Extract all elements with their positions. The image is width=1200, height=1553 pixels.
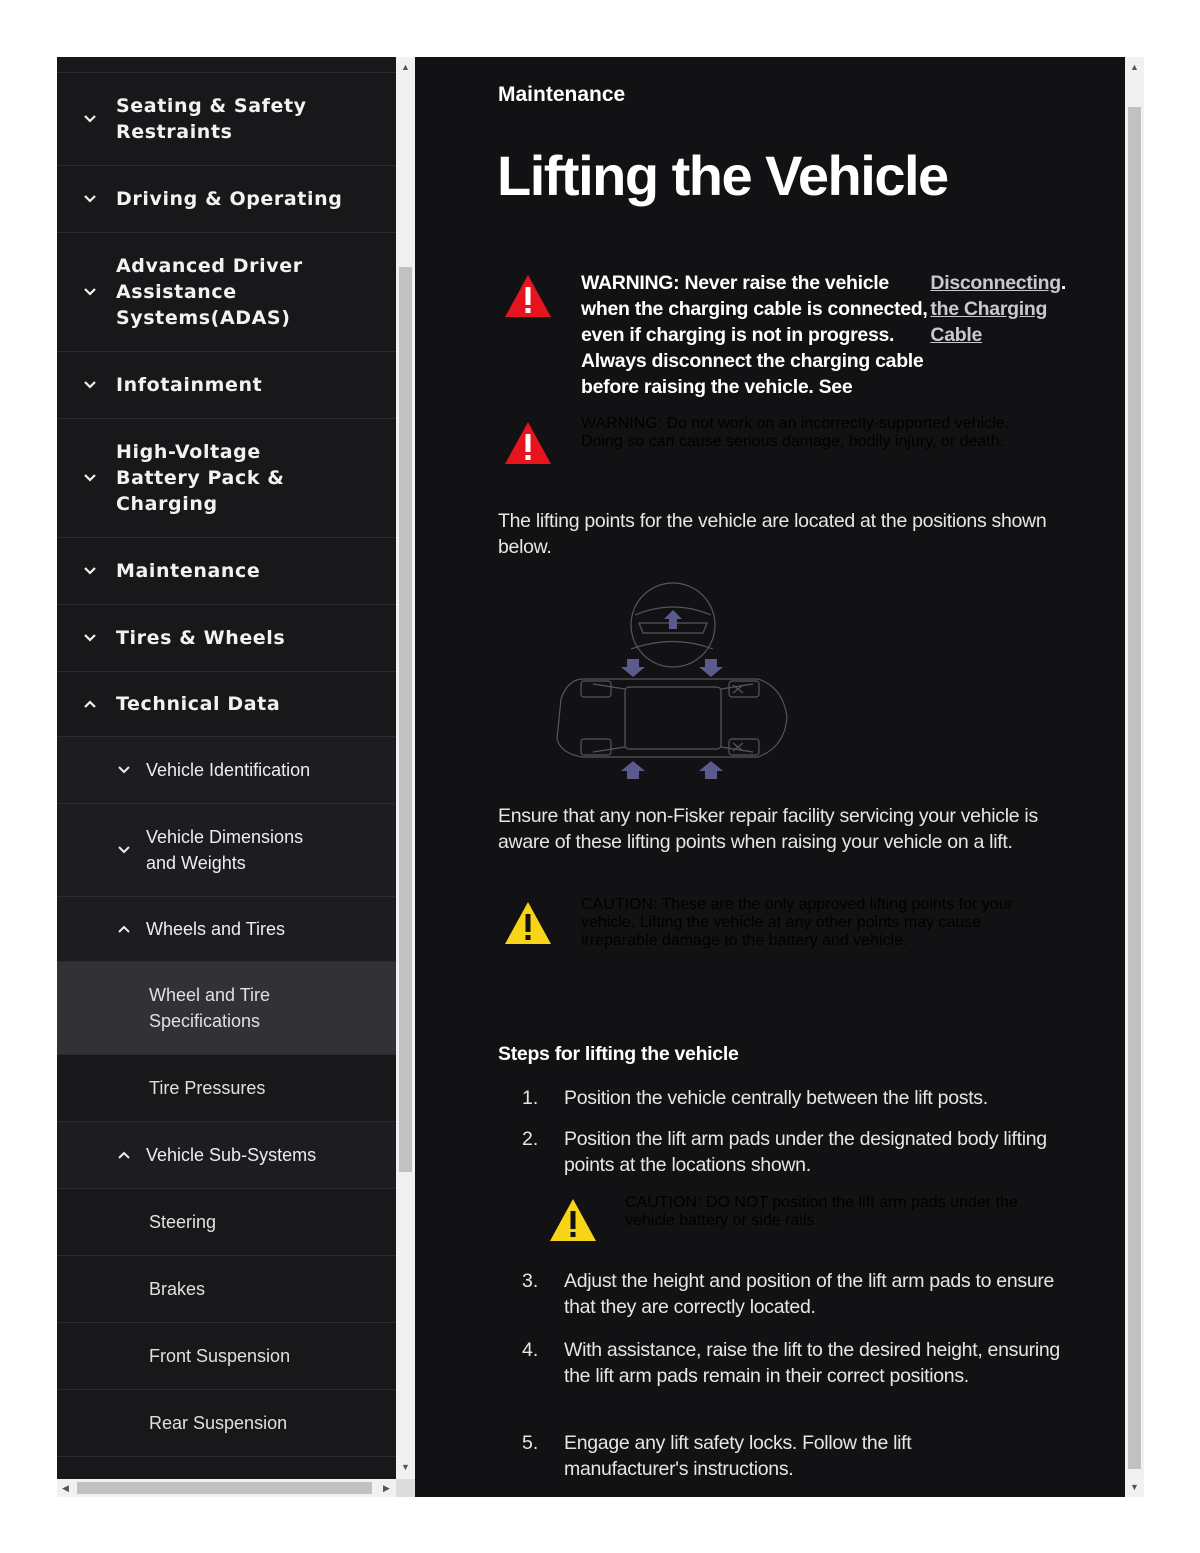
step-text: Position the lift arm pads under the designated body lifting points at the locations shown.	[564, 1128, 1047, 1176]
step-number: 4.	[522, 1339, 539, 1361]
sidebar-item-label: Technical Data	[116, 693, 281, 715]
caution-triangle-icon	[548, 1197, 598, 1248]
scroll-down-arrow-icon[interactable]: ▼	[1130, 1482, 1139, 1492]
lift-arrow-icons	[621, 610, 723, 779]
page-title: Lifting the Vehicle	[497, 144, 948, 207]
sidebar-item-wheel-tire-specs[interactable]	[57, 962, 396, 1055]
sidebar-item-label: Maintenance	[116, 560, 261, 582]
steps-heading: Steps for lifting the vehicle	[498, 1043, 739, 1065]
sidebar-item-infotainment[interactable]	[57, 352, 396, 419]
step-number: 2.	[522, 1128, 539, 1150]
sidebar-vertical-scrollbar[interactable]	[396, 57, 415, 1479]
chevron-up-icon	[115, 920, 133, 938]
scrollbar-thumb[interactable]	[77, 1482, 372, 1494]
sidebar-nav	[57, 57, 396, 1479]
sidebar-item-label: Brakes	[149, 1279, 206, 1299]
sidebar-item-label: High-Voltage Battery Pack & Charging	[116, 441, 285, 515]
sidebar-item-label: Driving & Operating	[116, 188, 343, 210]
chevron-up-icon	[115, 1146, 133, 1164]
scrollbar-thumb[interactable]	[399, 267, 412, 1172]
section-label: Maintenance	[498, 83, 626, 106]
step-number: 3.	[522, 1270, 539, 1292]
scroll-up-arrow-icon[interactable]: ▲	[401, 62, 410, 72]
sidebar-item-vehicle-identification[interactable]	[57, 737, 396, 804]
sidebar-item-label: Tire Pressures	[149, 1078, 266, 1098]
chevron-down-icon	[115, 841, 133, 859]
sidebar-item-label: Vehicle Dimensions and Weights	[146, 827, 304, 873]
sidebar-item-label: Steering	[149, 1212, 217, 1232]
sidebar-item-label: Front Suspension	[149, 1346, 291, 1366]
sidebar-item-label: Vehicle Identification	[146, 760, 311, 780]
step-text: Adjust the height and position of the lift arm pads to ensure that they are correctly located.	[564, 1270, 1055, 1318]
sidebar-item-label: Advanced Driver Assistance Systems(ADAS)	[116, 255, 303, 329]
sidebar-item-label: Wheels and Tires	[146, 919, 286, 939]
chevron-down-icon	[81, 283, 99, 301]
sidebar-item-rear-suspension[interactable]	[57, 1390, 396, 1457]
sidebar-item-technical-data[interactable]	[57, 672, 396, 737]
main-content	[415, 57, 1125, 1497]
sidebar-item-label: Infotainment	[116, 374, 263, 396]
step-text: Position the vehicle centrally between the lift posts.	[564, 1087, 988, 1109]
step-number: 5.	[522, 1432, 539, 1454]
caution-triangle-icon	[503, 900, 553, 951]
sidebar-item-high-voltage[interactable]	[57, 419, 396, 538]
sidebar-item-brakes[interactable]	[57, 1256, 396, 1323]
sidebar-item-vehicle-dimensions[interactable]	[57, 804, 396, 897]
scroll-left-arrow-icon[interactable]: ◀	[62, 1483, 69, 1493]
scrollbar-corner	[396, 1479, 415, 1497]
sidebar-item-driving-operating[interactable]	[57, 166, 396, 233]
sidebar-item-vehicle-sub-systems[interactable]	[57, 1122, 396, 1189]
warning-triangle-icon	[503, 420, 553, 471]
chevron-down-icon	[81, 562, 99, 580]
warning-triangle-icon	[503, 273, 553, 324]
warning-text-body: WARNING: Never raise the vehicle when the charging cable is connected, even if charging is not in progress. Always disconnect the charging cable before raising the vehicle. See	[581, 272, 928, 398]
sidebar-item-front-suspension[interactable]	[57, 1323, 396, 1390]
step-text: With assistance, raise the lift to the desired height, ensuring the lift arm pads remain in their correct positions.	[564, 1339, 1060, 1387]
step-number: 1.	[522, 1087, 539, 1109]
sidebar-item-tire-pressures[interactable]	[57, 1055, 396, 1122]
sidebar-item-label: Vehicle Sub-Systems	[146, 1145, 317, 1165]
caution-text: CAUTION: These are the only approved lifting points for your vehicle. Lifting the vehicle at any other points may cause irreparable damage to the battery and vehicle.	[581, 896, 1013, 949]
sidebar-item-adas[interactable]	[57, 233, 396, 352]
lift-points-diagram	[553, 579, 793, 794]
sidebar-item-maintenance[interactable]	[57, 538, 396, 605]
disconnecting-charging-cable-link[interactable]: Disconnecting the Charging Cable	[930, 272, 1061, 346]
sidebar-item-label: Wheel and Tire Specifications	[149, 985, 271, 1031]
sidebar-horizontal-scrollbar[interactable]	[57, 1479, 396, 1497]
scroll-right-arrow-icon[interactable]: ▶	[383, 1483, 390, 1493]
ensure-paragraph: Ensure that any non-Fisker repair facility servicing your vehicle is aware of these lifting points when raising your vehicle on a lift.	[498, 805, 1038, 853]
scroll-down-arrow-icon[interactable]: ▼	[401, 1462, 410, 1472]
sidebar-item-seating-safety[interactable]	[57, 73, 396, 166]
chevron-down-icon	[115, 761, 133, 779]
chevron-down-icon	[81, 629, 99, 647]
chevron-up-icon	[81, 695, 99, 713]
scrollbar-thumb[interactable]	[1128, 107, 1141, 1469]
chevron-down-icon	[81, 469, 99, 487]
chevron-down-icon	[81, 110, 99, 128]
chevron-down-icon	[81, 376, 99, 394]
sidebar-item-partial	[57, 57, 396, 73]
sidebar-item-label: Seating & Safety Restraints	[116, 95, 307, 143]
sidebar-item-tires-wheels[interactable]	[57, 605, 396, 672]
sidebar-item-label: Tires & Wheels	[116, 627, 286, 649]
main-vertical-scrollbar[interactable]	[1125, 57, 1144, 1497]
sidebar-item-steering[interactable]	[57, 1189, 396, 1256]
sidebar-item-wheels-and-tires[interactable]	[57, 897, 396, 962]
sidebar-item-label: Rear Suspension	[149, 1413, 288, 1433]
step-text: Engage any lift safety locks. Follow the lift manufacturer's instructions.	[564, 1432, 912, 1480]
warning-text	[581, 270, 1066, 400]
intro-paragraph: The lifting points for the vehicle are located at the positions shown below.	[498, 510, 1047, 558]
warning-text: WARNING: Do not work on an incorrectly-supported vehicle. Doing so can cause serious damage, bodily injury, or death.	[581, 415, 1010, 450]
chevron-down-icon	[81, 190, 99, 208]
caution-text: CAUTION: DO NOT position the lift arm pads under the vehicle battery or side rails.	[625, 1194, 1018, 1229]
warning-text-end: .	[1060, 272, 1066, 294]
scroll-up-arrow-icon[interactable]: ▲	[1130, 62, 1139, 72]
